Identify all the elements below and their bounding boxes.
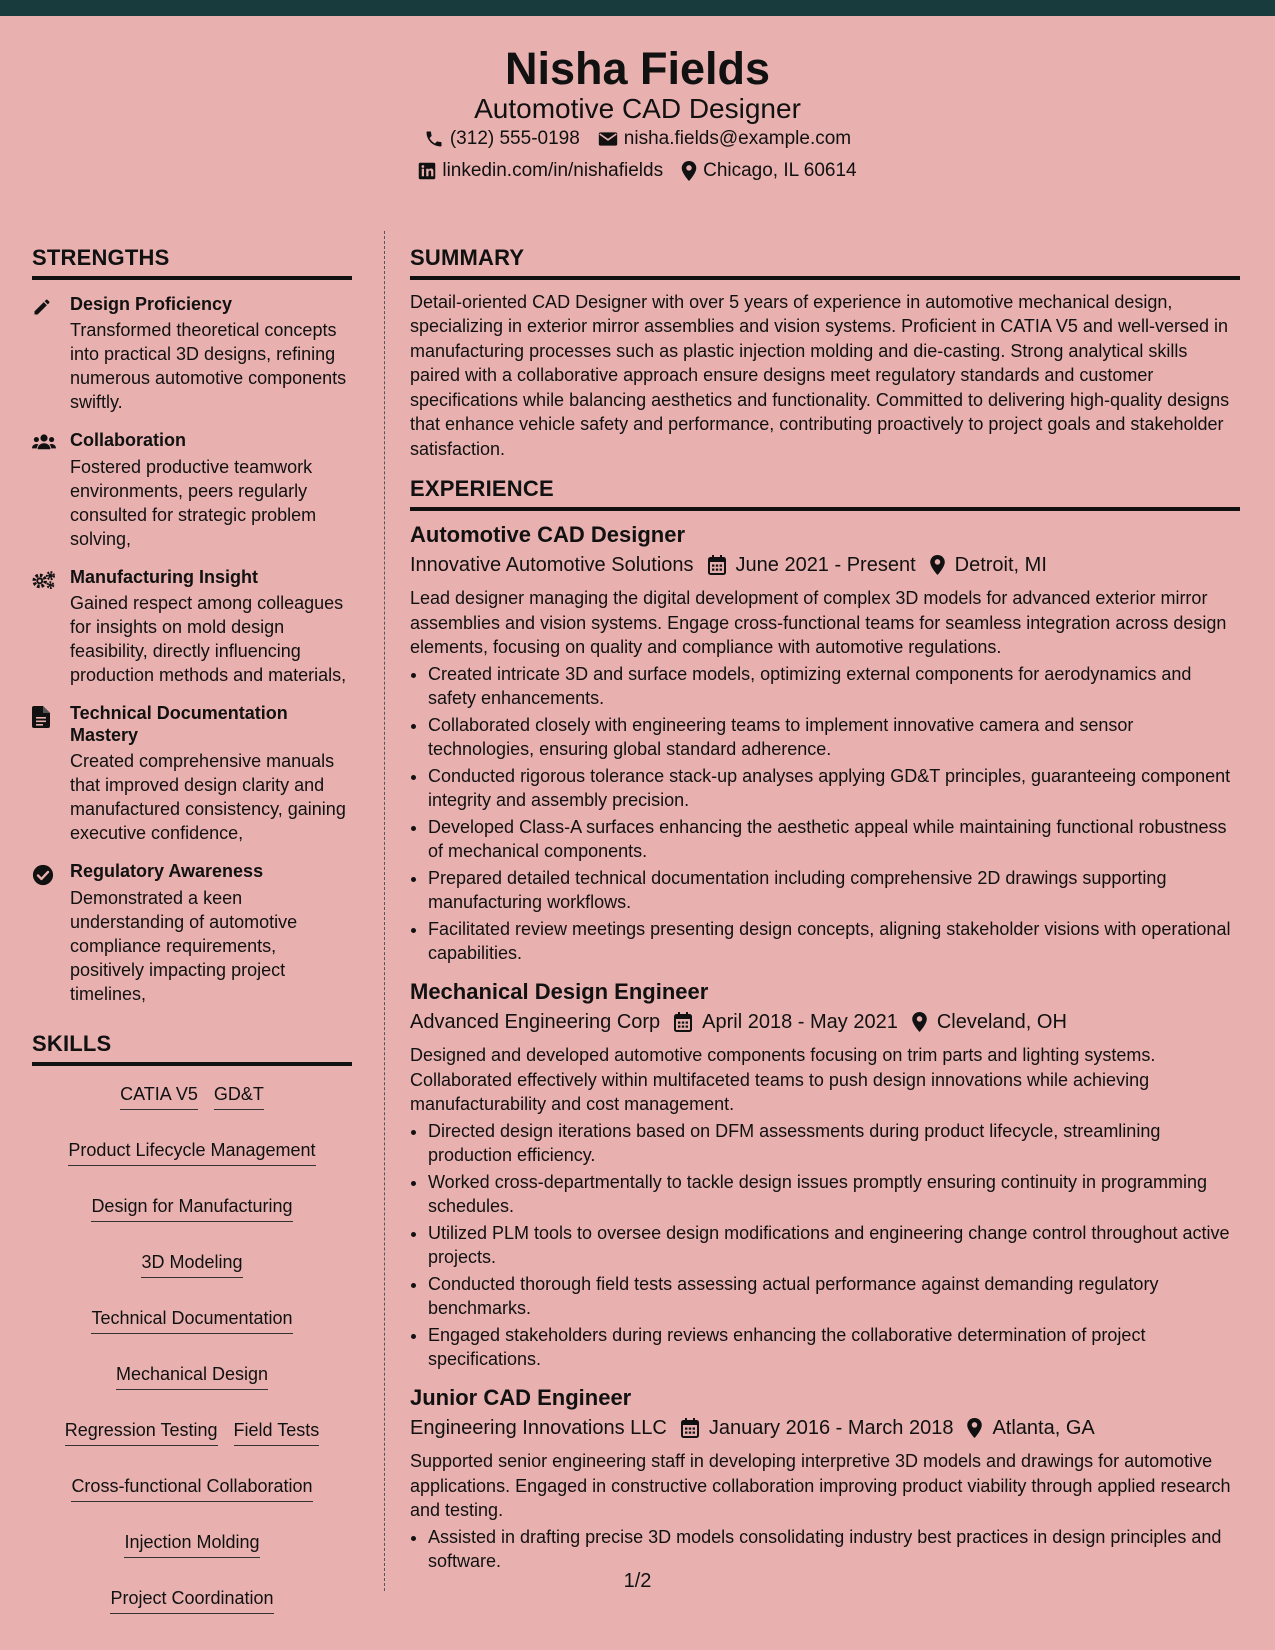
location-text: Detroit, MI [954, 554, 1047, 576]
job-title: Automotive CAD Designer [410, 521, 686, 547]
email-text: nisha.fields@example.com [623, 128, 852, 149]
bullet-item: • Prepared detailed technical documentation including comprehensive 2D drawings supporting manufacturing workflows. [428, 866, 1240, 915]
users-icon [32, 430, 56, 551]
location-contact [681, 160, 857, 183]
strength-desc: Created comprehensive manuals that improved design clarity and manufactured consistency, gaining executive confidence, [70, 751, 346, 844]
linkedin-contact[interactable] [418, 160, 663, 183]
skill-tag: Product Lifecycle Management [68, 1138, 315, 1166]
skill-tag: Project Coordination [110, 1586, 273, 1614]
job-dates [708, 552, 916, 578]
strength-title: Regulatory Awareness [70, 861, 264, 882]
candidate-name: Nisha Fields [504, 43, 771, 94]
strength-item [32, 703, 352, 845]
check-circle-icon [32, 861, 56, 1006]
phone-icon [424, 129, 444, 149]
contact-row-1 [0, 128, 1275, 151]
gears-icon [32, 567, 56, 688]
top-accent-bar [0, 0, 1275, 16]
strength-item [32, 430, 352, 551]
skill-tag: Technical Documentation [91, 1306, 292, 1334]
linkedin-text: linkedin.com/in/nishafields [442, 160, 664, 181]
job-meta [410, 1415, 1240, 1441]
strength-desc: Gained respect among colleagues for insights on mold design feasibility, directly influencing production methods and materials, [70, 593, 347, 686]
skill-tag: Cross-functional Collaboration [71, 1474, 312, 1502]
map-pin-icon [912, 1012, 927, 1032]
job-location [912, 1009, 1067, 1035]
column-divider [384, 231, 385, 1591]
strength-desc: Fostered productive teamwork environments, peers regularly consulted for strategic problem solving, [70, 456, 317, 549]
email-contact[interactable] [598, 128, 851, 151]
resume-header [0, 16, 1275, 203]
skill-tag: CATIA V5 [120, 1082, 198, 1110]
company-name: Advanced Engineering Corp [410, 1011, 661, 1033]
bullet-item: • Engaged stakeholders during reviews enhancing the collaborative determination of project specifications. [428, 1323, 1240, 1372]
skill-tag: Design for Manufacturing [91, 1194, 292, 1222]
document-icon [32, 703, 56, 845]
job-entry [410, 521, 1240, 966]
calendar-icon [708, 555, 726, 575]
strength-desc: Transformed theoretical concepts into practical 3D designs, refining numerous automotive components swiftly. [70, 320, 347, 413]
envelope-icon [598, 130, 618, 148]
bullet-item: • Collaborated closely with engineering teams to implement innovative camera and sensor technologies, ensuring global standard adherence. [428, 713, 1240, 762]
job-meta [410, 552, 1240, 578]
company-name: Engineering Innovations LLC [410, 1417, 667, 1439]
job-description: Designed and developed automotive components focusing on trim parts and lighting systems. Collaborated effectively within multifaceted teams to push design innovations while achieving manufacturability and cost management. [410, 1045, 1156, 1114]
location-text: Chicago, IL 60614 [703, 160, 857, 181]
skills-list [32, 1076, 352, 1614]
location-text: Cleveland, OH [936, 1011, 1067, 1033]
candidate-title: Automotive CAD Designer [474, 93, 801, 124]
map-pin-icon [681, 161, 697, 181]
job-location [930, 552, 1047, 578]
experience-heading: EXPERIENCE [410, 475, 1240, 511]
strength-title: Design Proficiency [70, 293, 233, 314]
job-meta [410, 1009, 1240, 1035]
bullet-item: • Utilized PLM tools to oversee design modifications and engineering change control throughout active projects. [428, 1221, 1240, 1270]
skill-tag: Injection Molding [124, 1530, 259, 1558]
company-name: Innovative Automotive Solutions [410, 554, 694, 576]
job-description: Supported senior engineering staff in developing interpretive 3D models and drawings for automotive applications. Engaged in constructive collaboration improving product viability through applied research and testing. [410, 1451, 1231, 1520]
bullet-item: • Conducted rigorous tolerance stack-up analyses applying GD&T principles, guaranteeing component integrity and assembly precision. [428, 764, 1240, 813]
job-dates [681, 1415, 954, 1441]
phone-text: (312) 555-0198 [449, 128, 580, 149]
summary-text: Detail-oriented CAD Designer with over 5 years of experience in automotive mechanical design, specializing in exterior mirror assemblies and vision systems. Proficient in CATIA V5 and well-versed in manufacturing processes such as plastic injection molding and die-casting. Strong analytical skills paired with a collaborative approach ensure designs meet regulatory standards and customer specifications while balancing aesthetics and functionality. Committed to delivering high-quality designs that enhance vehicle safety and performance, contributing proactively to project goals and stakeholder satisfaction. [410, 291, 1230, 459]
job-entry [410, 978, 1240, 1372]
dates-text: January 2016 - March 2018 [708, 1417, 954, 1439]
bullet-item: • Facilitated review meetings presenting design concepts, aligning stakeholder visions with operational capabilities. [428, 917, 1240, 966]
linkedin-icon [418, 162, 436, 180]
strength-title: Collaboration [70, 430, 186, 451]
map-pin-icon [967, 1418, 982, 1438]
strength-desc: Demonstrated a keen understanding of automotive compliance requirements, positively impacting project timelines, [70, 888, 298, 1005]
page-number: 1/2 [623, 1570, 652, 1592]
job-title: Mechanical Design Engineer [410, 978, 709, 1004]
job-bullets [410, 662, 1240, 966]
left-column [32, 244, 352, 1614]
skill-tag: Field Tests [234, 1418, 320, 1446]
map-pin-icon [930, 555, 945, 575]
bullet-item: • Created intricate 3D and surface models, optimizing external components for aerodynamics and safety enhancements. [428, 662, 1240, 711]
job-location [967, 1415, 1094, 1441]
dates-text: April 2018 - May 2021 [702, 1011, 898, 1033]
strength-title: Technical Documentation Mastery [70, 703, 288, 745]
job-title: Junior CAD Engineer [410, 1384, 632, 1410]
calendar-icon [681, 1418, 699, 1438]
skills-heading: SKILLS [32, 1030, 352, 1066]
pencil-icon [32, 294, 56, 415]
job-entry [410, 1384, 1240, 1574]
calendar-icon [674, 1012, 692, 1032]
skill-tag: Regression Testing [65, 1418, 218, 1446]
strength-item [32, 861, 352, 1006]
dates-text: June 2021 - Present [735, 554, 916, 576]
strength-item [32, 294, 352, 415]
summary-heading: SUMMARY [410, 244, 1240, 280]
skill-tag: Mechanical Design [116, 1362, 268, 1390]
job-bullets [410, 1119, 1240, 1372]
bullet-item: • Developed Class-A surfaces enhancing the aesthetic appeal while maintaining functional robustness of mechanical components. [428, 815, 1240, 864]
strengths-heading: STRENGTHS [32, 244, 352, 280]
job-description: Lead designer managing the digital development of complex 3D models for advanced exterior mirror assemblies and vision systems. Engage cross-functional teams for seamless integration across design elements, focusing on quality and compliance with automotive regulations. [410, 588, 1227, 657]
strength-title: Manufacturing Insight [70, 566, 258, 587]
location-text: Atlanta, GA [992, 1417, 1095, 1439]
right-column [410, 244, 1240, 1586]
bullet-item: • Conducted thorough field tests assessing actual performance against demanding regulatory benchmarks. [428, 1272, 1240, 1321]
job-bullets [410, 1525, 1240, 1574]
contact-row-2 [0, 160, 1275, 183]
phone-contact [424, 128, 580, 151]
bullet-item: • Worked cross-departmentally to tackle design issues promptly ensuring continuity in programming schedules. [428, 1170, 1240, 1219]
job-dates [674, 1009, 898, 1035]
skill-tag: GD&T [214, 1082, 264, 1110]
bullet-item: • Directed design iterations based on DFM assessments during product lifecycle, streamlining production efficiency. [428, 1119, 1240, 1168]
strength-item [32, 567, 352, 688]
skill-tag: 3D Modeling [141, 1250, 242, 1278]
bullet-item: • Assisted in drafting precise 3D models consolidating industry best practices in design principles and software. [428, 1525, 1240, 1574]
